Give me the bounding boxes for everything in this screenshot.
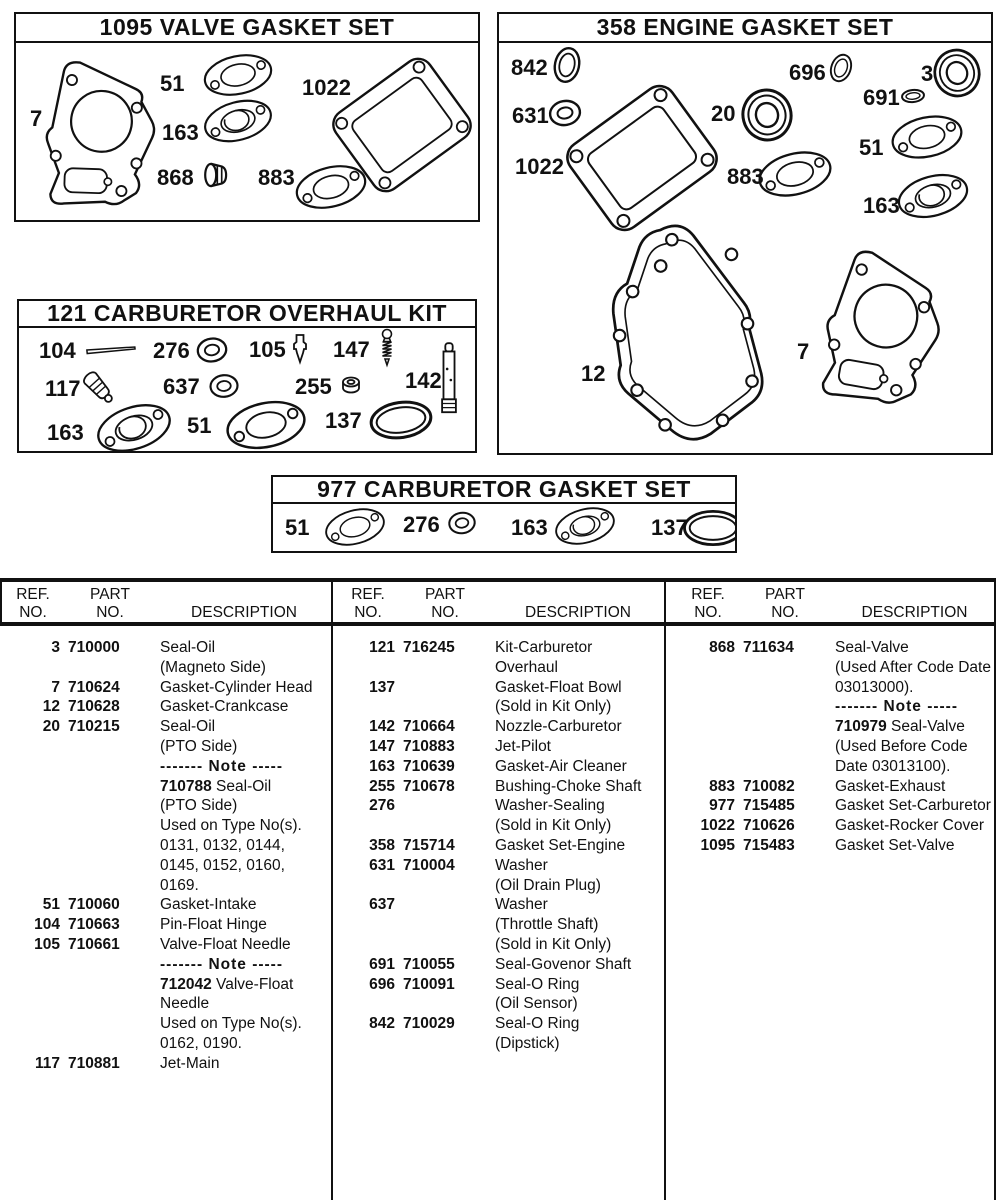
part-ref-label: 137 — [651, 515, 688, 540]
part-no-cell: 711634 — [743, 639, 794, 656]
description-line: Seal-Oil — [160, 639, 216, 656]
carburetor-gasket-set-diagram — [273, 504, 735, 551]
table-column-1 — [6, 630, 328, 1074]
seal-govenor-shaft-drawing — [901, 89, 924, 103]
gasket-float-bowl-drawing — [369, 398, 433, 441]
table-row — [341, 757, 661, 777]
description-cell — [160, 697, 328, 717]
bushing-choke-shaft-drawing — [343, 378, 359, 393]
description-line: Gasket-Cylinder Head — [160, 678, 313, 696]
description-cell — [160, 895, 328, 915]
part-ref-label: 276 — [403, 512, 440, 537]
washer-throttle-shaft-drawing — [210, 374, 239, 398]
description-line: (Magneto Side) — [160, 658, 266, 676]
description-line: (Used Before Code — [835, 737, 968, 755]
part-ref-label: 7 — [30, 106, 43, 131]
ref-no-cell: 147 — [369, 737, 395, 755]
part-no-cell: 715714 — [403, 836, 455, 854]
gasket-exhaust-drawing — [292, 160, 369, 215]
description-line: 712042 Valve-Float — [160, 975, 294, 993]
description-cell — [495, 1014, 661, 1054]
description-line: Date 03013100). — [835, 757, 951, 775]
gasket-air-cleaner-drawing — [894, 168, 971, 224]
ref-no-cell: 358 — [369, 836, 395, 854]
jet-main-drawing — [82, 370, 117, 406]
part-no-cell: 710029 — [403, 1015, 455, 1033]
part-no-cell: 710664 — [403, 718, 455, 736]
table-row — [6, 895, 328, 915]
description-cell — [160, 717, 328, 895]
description-cell — [160, 935, 328, 1054]
description-cell — [160, 678, 328, 698]
table-column-2 — [341, 630, 661, 1054]
part-ref-label: 147 — [333, 337, 370, 362]
part-no-cell: 716245 — [403, 639, 455, 656]
parts-table — [0, 578, 1000, 1200]
description-line: Gasket-Air Cleaner — [495, 757, 627, 775]
carburetor-overhaul-kit-box — [17, 299, 477, 453]
table-row — [341, 717, 661, 737]
part-ref-label: 883 — [727, 164, 764, 189]
description-header: DESCRIPTION — [861, 604, 968, 621]
table-top-rule — [0, 578, 996, 582]
description-line: Jet-Main — [160, 1054, 220, 1072]
gasket-crankcase-drawing — [600, 220, 777, 446]
part-ref-label: 142 — [405, 368, 442, 393]
gasket-air-cleaner-drawing — [552, 504, 618, 550]
description-line: Bushing-Choke Shaft — [495, 777, 642, 795]
part-no-header: PART NO. — [90, 586, 130, 621]
description-cell — [495, 856, 661, 896]
description-cell — [835, 777, 994, 797]
washer-oil-drain-plug-drawing — [548, 99, 582, 128]
ref-no-cell: 12 — [42, 698, 60, 716]
table-row — [681, 816, 994, 836]
ref-no-cell: 137 — [369, 678, 395, 696]
part-ref-label: 1022 — [515, 154, 564, 179]
description-line: (Sold in Kit Only) — [495, 698, 612, 716]
description-line: 0162, 0190. — [160, 1034, 242, 1052]
description-line: Gasket-Float Bowl — [495, 678, 622, 696]
ref-no-cell: 977 — [709, 797, 735, 815]
table-row — [341, 737, 661, 757]
part-no-cell: 710091 — [403, 975, 455, 993]
description-line: Nozzle-Carburetor — [495, 718, 622, 736]
ref-no-cell: 105 — [34, 935, 60, 953]
part-no-cell: 710626 — [743, 817, 795, 835]
description-line: ------- Note ----- — [160, 757, 283, 775]
part-ref-label: 12 — [581, 361, 606, 386]
table-row — [341, 678, 661, 718]
description-line: (Oil Sensor) — [495, 995, 578, 1013]
description-header: DESCRIPTION — [525, 604, 631, 621]
table-row — [6, 935, 328, 1054]
table-row — [6, 1054, 328, 1074]
description-cell — [495, 757, 661, 777]
description-cell — [495, 975, 661, 1015]
gasket-air-cleaner-drawing — [201, 94, 276, 148]
gasket-intake-drawing — [223, 396, 308, 451]
description-line: Used on Type No(s). — [160, 1015, 302, 1033]
carburetor-gasket-set-title: 977 CARBURETOR GASKET SET — [273, 477, 735, 504]
description-line: Gasket Set-Valve — [835, 836, 955, 854]
ref-no-cell: 276 — [369, 797, 395, 815]
washer-sealing-drawing — [196, 337, 227, 364]
table-column-3 — [681, 630, 994, 856]
description-cell — [495, 638, 661, 678]
description-line: 0145, 0152, 0160, — [160, 856, 285, 874]
ref-no-cell: 1022 — [700, 817, 735, 835]
description-line: Pin-Float Hinge — [160, 916, 267, 934]
part-ref-label: 117 — [45, 376, 81, 401]
part-no-cell — [403, 796, 487, 836]
description-line: ------- Note ----- — [835, 698, 958, 716]
part-ref-label: 276 — [153, 338, 190, 363]
jet-pilot-drawing — [383, 330, 392, 366]
table-row — [681, 777, 994, 797]
gasket-intake-drawing — [201, 50, 275, 101]
description-cell — [495, 895, 661, 954]
part-ref-label: 51 — [285, 515, 310, 540]
description-line: (Oil Drain Plug) — [495, 876, 601, 894]
part-ref-label: 51 — [160, 71, 185, 96]
part-no-cell: 710060 — [68, 896, 120, 914]
valve-float-needle-drawing — [294, 335, 306, 362]
valve-gasket-set-title: 1095 VALVE GASKET SET — [16, 14, 478, 43]
part-no-cell — [403, 895, 487, 954]
part-ref-label: 51 — [859, 135, 884, 160]
part-ref-label: 696 — [789, 60, 826, 85]
description-line: Seal-O Ring — [495, 975, 580, 993]
ref-no-cell: 3 — [51, 639, 60, 656]
part-no-cell: 710639 — [403, 757, 455, 775]
description-line: Used on Type No(s). — [160, 817, 302, 835]
description-line: (Dipstick) — [495, 1034, 560, 1052]
description-cell — [160, 915, 328, 935]
part-ref-label: 105 — [249, 337, 286, 362]
ref-no-cell: 117 — [34, 1054, 60, 1072]
part-ref-label: 104 — [39, 338, 76, 363]
description-line: ------- Note ----- — [160, 955, 283, 973]
gasket-intake-drawing — [322, 504, 388, 551]
table-row — [681, 836, 994, 856]
part-no-cell: 710000 — [68, 639, 120, 656]
gasket-intake-drawing — [889, 111, 965, 164]
engine-gasket-set-box — [497, 12, 993, 455]
description-cell — [835, 816, 994, 836]
description-line: (PTO Side) — [160, 737, 238, 755]
table-header — [681, 584, 994, 622]
table-row — [341, 836, 661, 856]
table-row — [341, 1014, 661, 1054]
part-no-header: PART NO. — [425, 586, 465, 621]
description-cell — [160, 638, 328, 678]
gasket-air-cleaner-drawing — [93, 397, 176, 451]
seal-valve-drawing — [205, 164, 226, 186]
table-row — [6, 678, 328, 698]
description-cell — [495, 836, 661, 856]
part-ref-label: 3 — [921, 61, 934, 86]
part-no-header: PART NO. — [765, 586, 805, 621]
part-ref-label: 7 — [797, 339, 810, 364]
gasket-cylinder-head-drawing — [38, 59, 162, 215]
table-column-divider — [664, 578, 666, 1200]
description-cell — [495, 796, 661, 836]
part-no-cell — [403, 678, 487, 718]
part-no-cell: 710215 — [68, 718, 120, 736]
part-no-cell: 710678 — [403, 777, 455, 795]
part-no-cell: 710624 — [68, 678, 120, 696]
description-line: Seal-O Ring — [495, 1015, 580, 1033]
table-row — [6, 697, 328, 717]
table-row — [681, 638, 994, 777]
gasket-float-bowl-drawing — [685, 511, 736, 544]
part-no-cell: 710055 — [403, 955, 455, 973]
seal-oil-magneto-drawing — [928, 44, 985, 102]
ref-no-cell: 255 — [369, 777, 395, 795]
carburetor-overhaul-kit-title: 121 CARBURETOR OVERHAUL KIT — [19, 301, 475, 328]
carburetor-gasket-set-box — [271, 475, 737, 553]
description-line: Gasket-Exhaust — [835, 777, 946, 795]
description-line: Washer — [495, 856, 548, 874]
pin-float-hinge-drawing — [87, 345, 135, 354]
part-ref-label: 842 — [511, 55, 548, 80]
part-no-cell: 710663 — [68, 916, 120, 934]
seal-oil-pto-drawing — [737, 85, 796, 146]
table-header — [341, 584, 661, 622]
description-cell — [835, 796, 994, 816]
description-line: (Sold in Kit Only) — [495, 817, 612, 835]
part-ref-label: 163 — [511, 515, 548, 540]
description-cell — [160, 1054, 328, 1074]
description-line: Gasket Set-Engine — [495, 836, 626, 854]
table-row — [341, 638, 661, 678]
seal-o-ring-oil-sensor-drawing — [827, 52, 854, 84]
table-row — [6, 717, 328, 895]
part-ref-label: 163 — [47, 420, 84, 445]
part-ref-label: 163 — [162, 120, 199, 145]
description-cell — [495, 737, 661, 757]
ref-no-cell: 104 — [34, 916, 60, 934]
gasket-cylinder-head-drawing — [809, 246, 954, 418]
description-line: Gasket-Rocker Cover — [835, 817, 985, 835]
ref-no-cell: 637 — [369, 896, 395, 914]
part-ref-label: 691 — [863, 85, 900, 110]
ref-no-cell: 1095 — [700, 836, 735, 854]
table-left-border — [0, 578, 2, 626]
gasket-rocker-cover-drawing — [561, 80, 723, 237]
table-row — [341, 856, 661, 896]
washer-sealing-drawing — [448, 511, 476, 535]
ref-no-cell: 883 — [709, 777, 735, 795]
ref-no-cell: 163 — [369, 757, 395, 775]
description-line: (Throttle Shaft) — [495, 916, 599, 934]
ref-no-header: REF. NO. — [351, 586, 385, 621]
description-line: (Used After Code Date — [835, 658, 991, 676]
description-line: 710788 Seal-Oil — [160, 777, 272, 795]
description-line: 0169. — [160, 876, 199, 894]
part-no-cell: 715483 — [743, 836, 795, 854]
ref-no-cell: 842 — [369, 1015, 395, 1033]
valve-gasket-set-box — [14, 12, 480, 222]
nozzle-carburetor-drawing — [442, 343, 456, 412]
description-header: DESCRIPTION — [191, 604, 297, 621]
part-no-cell: 710881 — [68, 1054, 120, 1072]
part-ref-label: 1022 — [302, 75, 351, 100]
table-row — [6, 638, 328, 678]
table-row — [6, 915, 328, 935]
part-ref-label: 868 — [157, 165, 194, 190]
table-row — [681, 796, 994, 816]
description-line: Gasket-Crankcase — [160, 698, 289, 716]
part-ref-label: 883 — [258, 165, 295, 190]
part-ref-label: 20 — [711, 101, 736, 126]
description-line: Seal-Valve — [835, 639, 909, 656]
valve-gasket-set-diagram — [16, 43, 478, 220]
description-cell — [495, 955, 661, 975]
description-line: Valve-Float Needle — [160, 935, 291, 953]
description-line: Gasket-Intake — [160, 896, 257, 914]
description-cell — [495, 678, 661, 718]
description-line: (Sold in Kit Only) — [495, 935, 612, 953]
part-ref-label: 163 — [863, 193, 900, 218]
ref-no-cell: 51 — [42, 896, 60, 914]
description-line: (PTO Side) — [160, 797, 238, 815]
part-no-cell: 710661 — [68, 935, 120, 953]
gasket-exhaust-drawing — [755, 146, 835, 203]
description-cell — [835, 836, 994, 856]
table-row — [341, 955, 661, 975]
part-ref-label: 51 — [187, 413, 212, 438]
table-header-rule — [0, 622, 996, 626]
description-line: 0131, 0132, 0144, — [160, 836, 285, 854]
engine-gasket-set-diagram — [499, 43, 991, 453]
description-line: 710979 Seal-Valve — [835, 718, 965, 736]
ref-no-cell: 868 — [709, 639, 735, 656]
carburetor-overhaul-kit-diagram — [19, 328, 475, 451]
part-no-cell: 710004 — [403, 856, 455, 874]
description-line: Washer-Sealing — [495, 797, 605, 815]
table-row — [341, 777, 661, 797]
part-no-cell: 715485 — [743, 797, 795, 815]
part-no-cell: 710628 — [68, 698, 120, 716]
part-no-cell: 710082 — [743, 777, 795, 795]
ref-no-cell: 20 — [42, 718, 60, 736]
ref-no-cell: 691 — [369, 955, 395, 973]
ref-no-header: REF. NO. — [691, 586, 725, 621]
ref-no-cell: 631 — [369, 856, 395, 874]
ref-no-cell: 121 — [369, 639, 395, 656]
table-right-border — [994, 578, 996, 1200]
description-line: Seal-Govenor Shaft — [495, 955, 632, 973]
table-row — [341, 975, 661, 1015]
table-column-divider — [331, 578, 333, 1200]
part-ref-label: 255 — [295, 374, 332, 399]
description-cell — [495, 777, 661, 797]
ref-no-cell: 142 — [369, 718, 395, 736]
table-row — [341, 796, 661, 836]
ref-no-cell: 696 — [369, 975, 395, 993]
part-ref-label: 637 — [163, 374, 200, 399]
description-line: Overhaul — [495, 658, 558, 676]
part-ref-label: 137 — [325, 408, 362, 433]
engine-gasket-set-title: 358 ENGINE GASKET SET — [499, 14, 991, 43]
ref-no-cell: 7 — [51, 678, 60, 696]
description-cell — [495, 717, 661, 737]
description-line: 03013000). — [835, 678, 914, 696]
description-line: Gasket Set-Carburetor — [835, 797, 991, 815]
description-cell — [835, 638, 994, 777]
description-line: Jet-Pilot — [495, 737, 551, 755]
ref-no-header: REF. NO. — [16, 586, 50, 621]
part-ref-label: 631 — [512, 103, 549, 128]
seal-o-ring-dipstick-drawing — [552, 46, 583, 84]
description-line: Washer — [495, 896, 548, 914]
description-line: Kit-Carburetor — [495, 639, 593, 656]
table-row — [341, 895, 661, 954]
description-line: Needle — [160, 995, 210, 1013]
description-line: Seal-Oil — [160, 718, 216, 736]
table-header — [6, 584, 328, 622]
part-no-cell: 710883 — [403, 737, 455, 755]
